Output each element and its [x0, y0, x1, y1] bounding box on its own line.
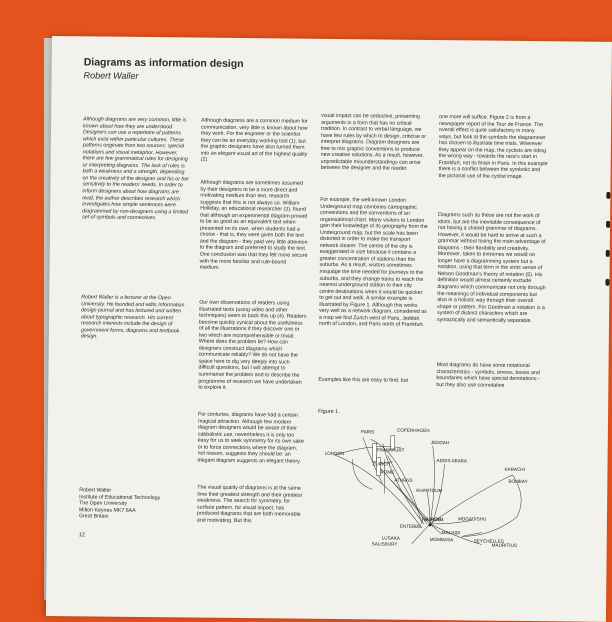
abstract-text: Although diagrams are very common, little is known about how they are understood. Designers can use a repertoire of patterns which exist within particular cultures. These patterns originate from two sources: special notations and visual metaphor. However, there are few grammatical rules for designing or interpreting diagrams. The lack of rules is both a weakness and a strength, depending on the creativity of the designer and his or her sensitivity to the readers' needs. In order to inform designers about how diagrams are read, the author describes research which investigates how simple sentences were diagrammed by non-designers using a limited set of symbols and connectives. [82, 116, 190, 222]
binding-hole [606, 250, 610, 257]
city-label-jeddah: JEDDAH [430, 439, 450, 446]
author-bio: Robert Waller is a lecturer at the Open University. He founded and edits Information design journal and has lectured and written about typographic research. His current research interests include the design of government forms, diagrams and textbook design. [80, 294, 185, 340]
body-paragraph: visual impact can be seductive, presenting arguments in a form that has no critical tradition. In contrast to verbal language, we have few rules by which to design, criticise or interpret diagrams. Diagram designers are free to mix graphic conventions to produce new creative solutions. As a result, however, unpredictable misunderstandings can arise between the designer and the reader. [320, 112, 427, 173]
body-paragraph: The visual quality of diagrams is at the same time their greatest strength and their greatest weakness. The search for symmetry, for surface pattern, for visual impact, has produced diagrams that are both memorable and motivating. But this [196, 484, 303, 524]
body-paragraph: For centuries, diagrams have had a certain magical attraction. Although few modern diagram designers would be aware of their cabbalistic use, nevertheless it is only too easy for us to seek symmetry for its own sake or to force connections where the diagram, not reason, suggests they should be: an elegant diagram suggests an elegant theory. [197, 411, 304, 465]
article-author: Robert Waller [83, 70, 139, 81]
city-label-bombay: BOMBAY [508, 478, 528, 485]
binding-hole [605, 279, 609, 286]
city-label-paris: PARIS [360, 429, 375, 435]
city-label-karachi: KARACHI [504, 466, 525, 472]
body-paragraph: Our own observations of readers using illustrated texts (using video and other techniques) seem to back this up (4). Readers become quickly cynical about the usefulness of all the illustrations if they discover one or two which are incomprehensible or trivial. Where does the problem lie? How can designers construct diagrams which communicate reliably? We do not have the space here to dig very deeply into such difficult questions, but I will attempt to summarise the problem and to describe the programme of research we have undertaken to explore it. [198, 299, 307, 391]
binding-holes [605, 192, 610, 308]
body-paragraph: one more will suffice. Figure 2 is from a newspaper report of the Tour de France. The overall effect is quite satisfactory in many ways, but look at the symbols the diagrammer has chosen to illustrate time trials. Wherever they appear on the map, the cyclists are riding the wrong way - towards the race's start in Frankfurt, not its finish in Paris. In this example there is a conflict between the symbolic and the pictorial use of the cyclist image. [438, 114, 548, 180]
city-label-mauritius: MAURITIUS [491, 542, 517, 548]
airline-network-diagram [312, 423, 538, 548]
city-label-london: LONDON [324, 450, 345, 457]
body-paragraph: Most diagrams do have some notational characteristics - symbols, arrows, boxes and boundaries which have special denotations - but they also use connotative [436, 362, 540, 389]
binding-hole [606, 192, 610, 199]
city-label-mogadishu: MOGADISHU [457, 516, 487, 522]
city-label-lusaka: LUSAKA [381, 535, 400, 541]
city-label-entebbe: ENTEBBE [399, 523, 422, 529]
body-paragraph: Diagrams such as these are not the work of idiots, but are the inevitable consequence of not having a shared grammar of diagrams. However, it would be hard to arrive at such a grammar without losing the main advantage of diagrams - their flexibility and creativity. Moreover, taken to extremes we would no longer have a diagramming system but a notation, using that term in the strict sense of Nelson Goodman's theory of notation (5). His definition would almost certainly exclude diagrams which communicate not only through the meanings of individual components but also in a holistic way through their overall shape or pattern. For Goodman a notation is a system of distinct characters which are syntactically and semantically separable. [437, 212, 546, 324]
city-label-salisbury: SALISBURY [371, 541, 398, 547]
city-label-addis: ADDIS ABABA [436, 458, 467, 464]
city-label-copenhagen: COPENHAGEN [396, 427, 430, 433]
city-label-frankfurt: FRANKFURT [376, 447, 405, 453]
article-title: Diagrams as information design [83, 56, 244, 71]
city-label-malindi: MALINDI [441, 530, 461, 536]
city-label-mombasa: MOMBASA [429, 536, 454, 543]
author-address: Robert Waller Institute of Educational Technology The Open University Milton Keynes MK7 6AA Great Britain [78, 487, 161, 520]
city-label-khartoum: KHARTOUM [416, 487, 443, 494]
book-page [46, 36, 612, 622]
city-label-nairobi: NAIROBI [421, 516, 444, 524]
city-label-athens: ATHENS [394, 477, 413, 483]
body-paragraph: Examples like this are easy to find, but [318, 376, 409, 384]
page-number: 12 [78, 532, 85, 539]
city-label-rome: ROME [380, 469, 395, 475]
city-label-zurich: ZURICH [372, 461, 390, 467]
body-paragraph: For example, the well-known London Underground map combines cartographic conventions and the conventions of an organisational chart. Many visitors to London gain their knowledge of its geography from the Underground map, but the scale has been distorted in order to make the transport network clearer. The centre of the city is exaggerated in size because it contains a greater concentration of stations than the suburbs. As a result, visitors sometimes misjudge the time needed for journeys to the suburbs, and they change trains to reach the nearest underground station to their city centre destinations when it would be quicker to get out and walk. A similar example is illustrated by Figure 1. Although this works very well as a network diagram, considered as a map we find Zurich west of Paris, Jeddah north of London, and Paris north of Frankfurt. [318, 196, 428, 329]
city-label-seychelles: SEYCHELLES [473, 538, 504, 544]
binding-hole [606, 221, 610, 228]
body-paragraph: Although diagrams are sometimes assumed by their designers to be a more direct and motivating medium than text, research suggests that this is not always so. William Holliday, an educational researcher (3), found that although an experimental diagram proved to be as good as an equivalent text when presented on its own, when students had a choice - that is, they were given both the text and the diagram - they paid very little attention to the diagram and preferred to study the text. One conclusion was that they felt more secure with the more familiar and rule-bound medium. [199, 179, 308, 271]
figure-caption: Figure 1. [318, 408, 340, 416]
body-paragraph: Although diagrams are a common medium for communication, very little is known about how they work. For the engineer or the scientist they can be an everyday working tool (1), but the graphic designers have also turned them into an elegant visual art of the highest quality (2). [200, 117, 308, 163]
